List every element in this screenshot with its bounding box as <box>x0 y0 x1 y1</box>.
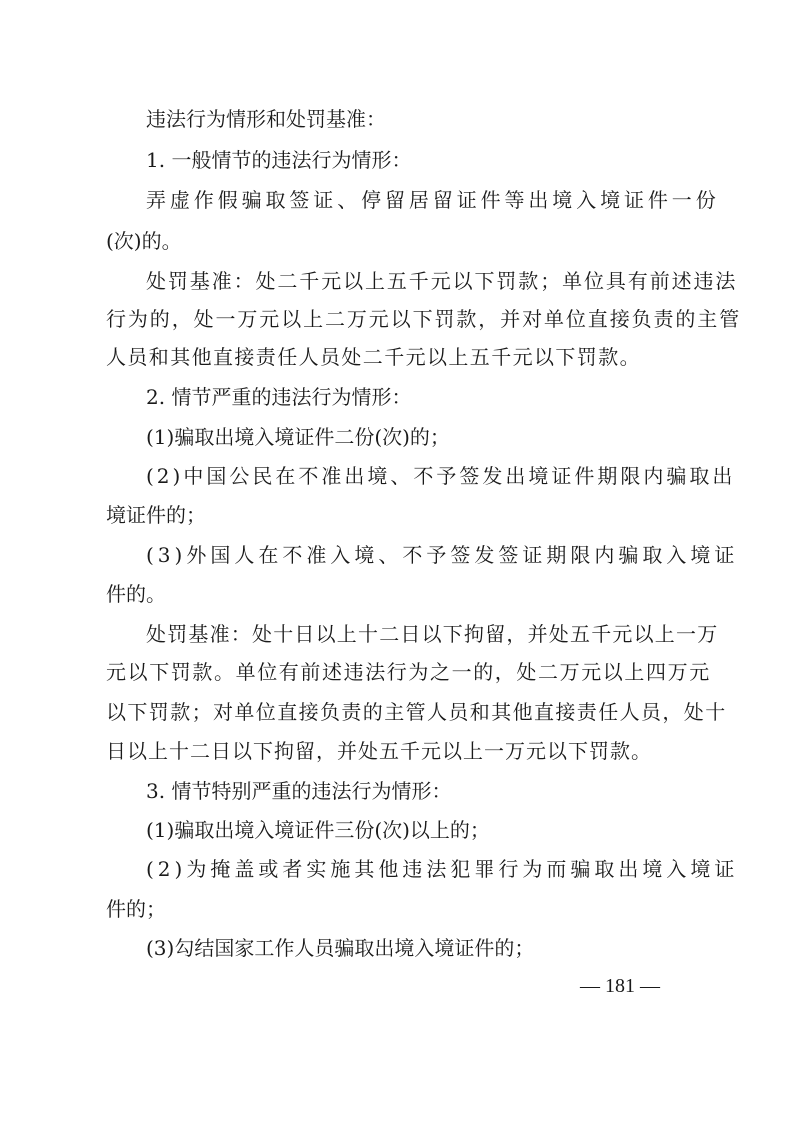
text-line <box>0 266 793 296</box>
text-line <box>0 736 793 766</box>
line-text: 2. 情节严重的违法行为情形： <box>146 385 412 409</box>
text-line <box>0 933 793 963</box>
text-line <box>0 854 793 884</box>
line-text: 件的； <box>106 897 166 921</box>
text-line <box>0 461 793 491</box>
line-text: 行为的，处一万元以上二万元以下罚款，并对单位直接负责的主管 <box>106 307 742 331</box>
text-line <box>0 776 793 806</box>
text-line <box>0 815 793 845</box>
line-text: 1. 一般情节的违法行为情形： <box>146 148 412 172</box>
line-text: (3)外国人在不准入境、不予签发签证期限内骗取入境证 <box>146 543 739 567</box>
text-line <box>0 894 793 924</box>
line-text: 处罚基准：处十日以上十二日以下拘留，并处五千元以上一万 <box>146 622 719 646</box>
line-text: 处罚基准：处二千元以上五千元以下罚款；单位具有前述违法 <box>146 269 738 293</box>
text-line <box>0 304 793 334</box>
text-line <box>0 657 793 687</box>
line-text: 3. 情节特别严重的违法行为情形： <box>146 779 452 803</box>
text-line <box>0 382 793 412</box>
line-text: (1)骗取出境入境证件二份(次)的； <box>146 425 450 449</box>
text-line <box>0 697 793 727</box>
text-line <box>0 342 793 372</box>
text-line <box>0 422 793 452</box>
text-line <box>0 104 793 134</box>
line-text: (1)骗取出境入境证件三份(次)以上的； <box>146 818 490 842</box>
line-text: (2)中国公民在不准出境、不予签发出境证件期限内骗取出 <box>146 464 736 488</box>
line-text: 日以上十二日以下拘留，并处五千元以上一万元以下罚款。 <box>106 739 652 763</box>
text-line <box>0 145 793 175</box>
line-text: 弄虚作假骗取签证、停留居留证件等出境入境证件一份 <box>146 188 720 212</box>
line-text: (3)勾结国家工作人员骗取出境入境证件的； <box>146 936 535 960</box>
line-text: 件的。 <box>106 582 166 606</box>
text-line <box>0 500 793 530</box>
line-text: 境证件的； <box>106 503 206 527</box>
text-line <box>0 540 793 570</box>
line-text: 以下罚款；对单位直接负责的主管人员和其他直接责任人员，处十 <box>106 700 727 724</box>
text-line <box>0 619 793 649</box>
line-text: 违法行为情形和处罚基准： <box>146 107 386 131</box>
text-line <box>0 185 793 215</box>
line-text: 元以下罚款。单位有前述违法行为之一的，处二万元以上四万元 <box>106 660 711 684</box>
line-text: 人员和其他直接责任人员处二千元以上五千元以下罚款。 <box>106 345 641 369</box>
page-number: — 181 — <box>580 975 660 997</box>
text-line <box>0 579 793 609</box>
line-text: (2)为掩盖或者实施其他违法犯罪行为而骗取出境入境证 <box>146 857 739 881</box>
line-text: (次)的。 <box>106 229 182 253</box>
text-line <box>0 226 793 256</box>
